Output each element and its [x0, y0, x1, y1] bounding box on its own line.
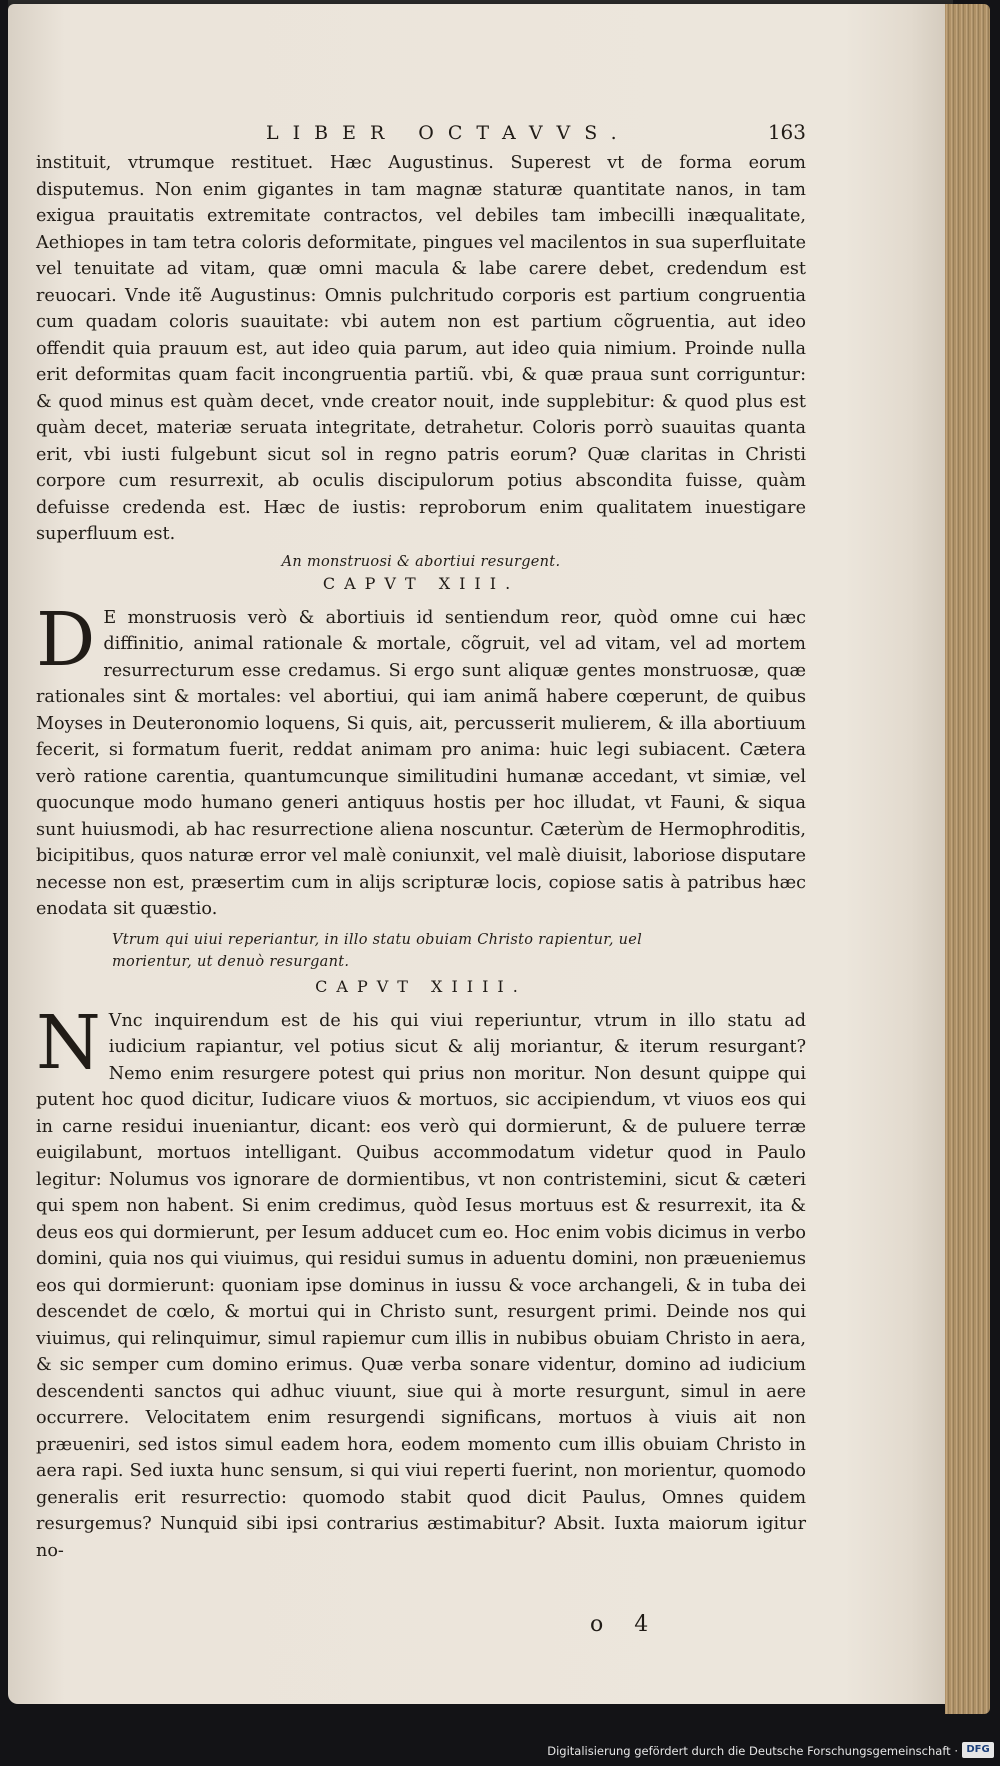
running-head [266, 120, 806, 144]
signature-mark: o 4 [590, 1612, 661, 1637]
drop-cap-initial-n: N [36, 999, 101, 1086]
page-edges [945, 4, 990, 1714]
paragraph-3: Vnc inquirendum est de his qui viui reperiuntur, vtrum in illo statu ad iudicium rapiantur, vel potius sicut & alij moriantur, & iterum resurgant? Nemo enim resurgere potest qui prius non moritur. Non desunt quippe qui putent hoc quod dicitur, Iudicare viuos & mortuos, sic accipiendum, vt viuos eos qui in carne residui inueniantur, dicant: eos verò qui dormierunt, & de puluere terræ euigilabunt, mortuos intelligant. Quibus accommodatum videtur quod in Paulo legitur: Nolumus vos ignorare de dormientibus, vt non contristemini, sicut & cæteri qui spem non habent. Si enim credimus, quòd Iesus mortuus est & resurrexit, ita & deus eos qui dormierunt, per Iesum adducet cum eo. Hoc enim vobis dicimus in verbo domini, quia nos qui viuimus, qui residui sumus in aduentu domini, non præueniemus eos qui dormierunt: quoniam ipse dominus in iussu & voce archangeli, & in tuba dei descendet de cœlo, & mortui qui in Christo sunt, resurgent primi. Deinde nos qui viuimus, qui relinquimur, simul rapiemur cum illis in nubibus obuiam Christo in aera, & sic semper cum domino erimus. Quæ verba sonare videntur, domino ad iudicium descendenti sanctos qui adhuc viuunt, siue qui à morte resurgunt, simul in aere occurrere. Velocitatem enim resurgendi significans, mortuos à viuis ait non præueniri, sed istos simul eadem hora, eodem momento cum illis obuiam Christo in aera rapi. Sed iuxta hunc sensum, si qui viui reperti fuerint, non morientur, quomodo generalis erit resurrectio: quomodo stabit quod dicit Paulus, Omnes quidem resurgemus? Nunquid sibi ipsi contrarius æstimabitur? Absit. Iuxta maiorum igitur no- [36, 1010, 806, 1561]
dfg-logo[interactable]: DFG [962, 1742, 994, 1758]
folio-number: 163 [767, 120, 806, 144]
digitization-credit: Digitalisierung gefördert durch die Deutsche Forschungsgemeinschaft · [547, 1744, 958, 1758]
text-block [36, 120, 806, 1564]
chapter-14-heading: CAPVT XIIII. [315, 976, 527, 996]
running-title: LIBER OCTAVVS. [266, 122, 631, 144]
drop-cap-initial-d: D [36, 596, 96, 683]
paragraph-1: instituit, vtrumque restituet. Hæc Augustinus. Superest vt de forma eorum disputemus. Non enim gigantes in tam magnæ staturæ quantitate nanos, in tam exigua prauitatis extremitate contractos, vel debiles tam imbecilli inæqualitate, Aethiopes in tam tetra coloris deformitate, pingues vel macilentos in sua superfluitate vel tenuitate ad vitam, quæ omni macula & labe carere debet, credendum est reuocari. Vnde itẽ Augustinus: Omnis pulchritudo corporis est partium congruentia cum quadam coloris suauitate: vbi autem non est partium cõgruentia, aut ideo offendit quia prauum est, aut ideo quia parum, aut ideo quia nimium. Proinde nulla erit deformitas quam facit incongruentia partiũ. vbi, & quæ praua sunt corriguntur: & quod minus est quàm decet, vnde creator nouit, inde supplebitur: & quod plus est quàm decet, materiæ seruata integritate, detrahetur. Coloris porrò suauitas quanta erit, vbi iusti fulgebunt sicut sol in regno patris eorum? Quæ claritas in Christi corpore cum resurrexit, ab oculis discipulorum potius abscondita fuisse, quàm defuisse credenda est. Hæc de iustis: reproborum enim qualitatem inuestigare superfluum est. [36, 153, 806, 544]
paragraph-2: E monstruosis verò & abortiuis id sentiendum reor, quòd omne cui hæc diffinitio, animal rationale & mortale, cõgruit, vel ad vitam, vel ad mortem resurrecturum esse credamus. Si ergo sunt aliquæ gentes monstruosæ, quæ rationales sint & mortales: vel abortiui, qui iam animã habere cœperunt, de quibus Moyses in Deuteronomio loquens, Si quis, ait, percusserit mulierem, & illa abortiuum fecerit, si formatum fuerit, reddat animam pro anima: huic legi subiacent. Cætera verò ratione carentia, quantumcunque similitudini humanæ accedant, vt simiæ, vel quocunque modo humano generi antiquus hostis per hoc illudat, vt Fauni, & siqua sunt huiusmodi, ab hac resurrectione aliena noscuntur. Cæterùm de Hermophroditis, bicipitibus, quos naturæ error vel malè coniunxit, vel malè diuisit, laboriose disputare necesse non est, præsertim cum in alijs scripturæ locis, copiose satis à patribus hæc enodata sit quæstio. [36, 607, 806, 919]
chapter-13-heading: CAPVT XIII. [322, 573, 520, 593]
chapter-13-rubric: An monstruosi & abortiui resurgent. [281, 553, 561, 570]
chapter-14-rubric: Vtrum qui uiui reperiantur, in illo statu obuiam Christo rapientur, uel morientur, ut denuò resurgant. [112, 931, 643, 970]
